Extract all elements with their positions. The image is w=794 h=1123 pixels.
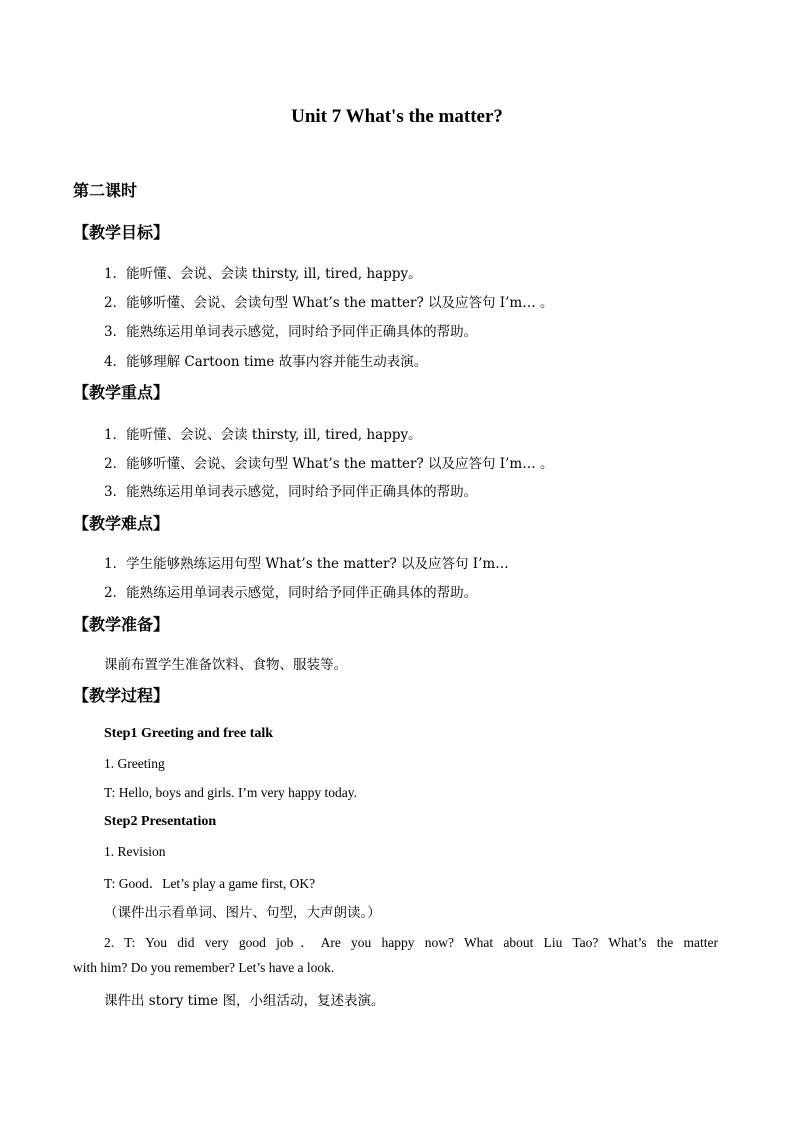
objective-item: 2．能够听懂、会说、会读句型 What’s the matter? 以及应答句 I’m… 。 [104, 295, 554, 311]
keypoint-item: 1．能听懂、会说、会读 thirsty, ill, tired, happy。 [104, 427, 422, 443]
process-heading: 【教学过程】 [73, 686, 170, 705]
step2-item2-line1: 2. T: You did very good job．Are you happy now? What about Liu Tao? What’s the matter [104, 935, 718, 950]
step1-dialogue: T: Hello, boys and girls. I’m very happy today. [104, 785, 358, 800]
keypoint-item: 3．能熟练运用单词表示感觉，同时给予同伴正确具体的帮助。 [104, 484, 478, 500]
step2-item2-note: 课件出 story time 图，小组活动，复述表演。 [104, 993, 385, 1009]
page-title: Unit 7 What's the matter? [291, 106, 503, 127]
step2-item2-line2: with him? Do you remember? Let’s have a look. [73, 960, 335, 975]
step1-title: Step1 Greeting and free talk [104, 726, 274, 741]
objectives-heading: 【教学目标】 [73, 223, 170, 242]
difficulties-heading: 【教学难点】 [73, 514, 170, 533]
lesson-label: 第二课时 [73, 181, 138, 200]
preparation-heading: 【教学准备】 [73, 615, 170, 634]
step2-item: 1. Revision [104, 844, 166, 859]
keypoints-heading: 【教学重点】 [73, 383, 170, 402]
step2-dialogue: T: Good．Let’s play a game first, OK? [104, 876, 316, 891]
objective-item: 3．能熟练运用单词表示感觉，同时给予同伴正确具体的帮助。 [104, 324, 478, 340]
step2-note: （课件出示看单词、图片、句型，大声朗读。） [104, 905, 381, 921]
preparation-text: 课前布置学生准备饮料、食物、服装等。 [104, 657, 347, 673]
objective-item: 1．能听懂、会说、会读 thirsty, ill, tired, happy。 [104, 266, 422, 282]
keypoint-item: 2．能够听懂、会说、会读句型 What’s the matter? 以及应答句 I’m… 。 [104, 456, 554, 472]
difficulty-item: 1．学生能够熟练运用句型 What’s the matter? 以及应答句 I’m… [104, 556, 509, 572]
step2-title: Step2 Presentation [104, 814, 217, 829]
difficulty-item: 2．能熟练运用单词表示感觉，同时给予同伴正确具体的帮助。 [104, 585, 478, 601]
objective-item: 4．能够理解 Cartoon time 故事内容并能生动表演。 [104, 354, 428, 370]
step1-item: 1. Greeting [104, 756, 165, 771]
